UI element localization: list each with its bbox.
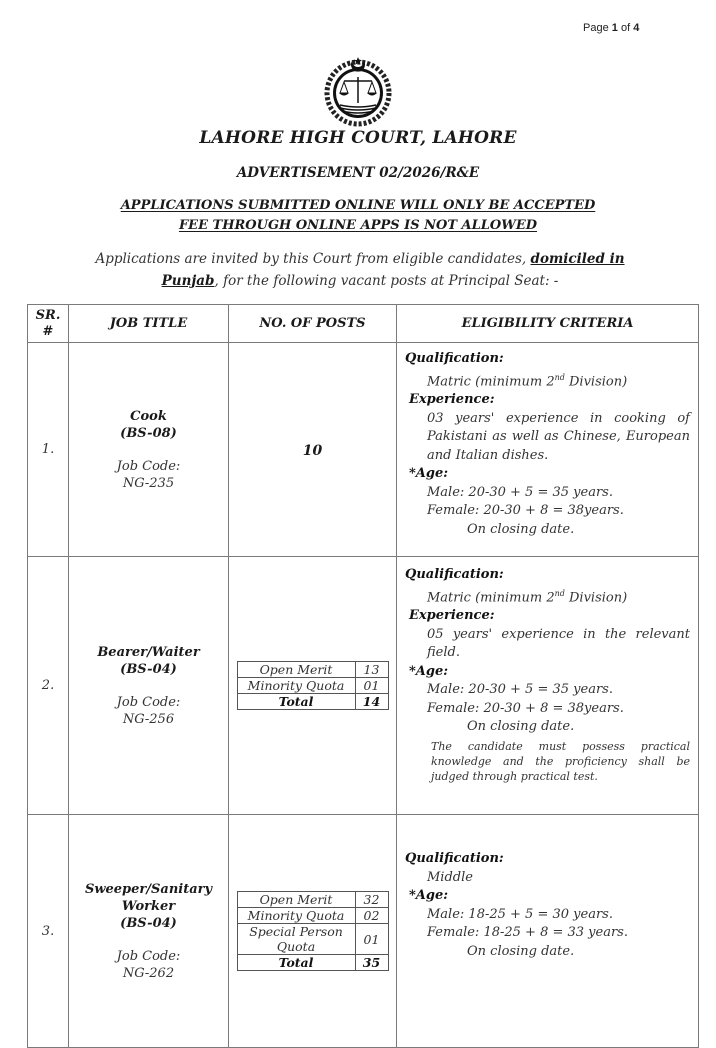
qualification-value: Matric (minimum 2nd Division) [427,372,628,389]
job-title: Cook [130,408,167,424]
age-label: *Age: [409,888,449,903]
posts-cell [229,557,397,815]
job-scale: (BS-08) [120,425,177,441]
vacancy-table [27,304,699,1048]
age-male: Male: 20-30 + 5 = 35 years. [427,484,613,500]
table-row [28,343,699,557]
quota-table [237,661,389,710]
job-title-cell [69,343,229,557]
qualification-label: Qualification: [405,567,504,582]
age-male: Male: 18-25 + 5 = 30 years. [427,906,613,922]
quota-value: 02 [355,908,388,924]
age-label: *Age: [409,466,449,482]
online-notice-line-1: APPLICATIONS SUBMITTED ONLINE WILL ONLY BE ACCEPTED [120,198,596,213]
job-code-label: Job Code: [116,458,181,474]
table-row [28,815,699,1048]
qualification-label: Qualification: [405,351,504,366]
serial-number: 1. [28,343,69,557]
quota-row [237,892,388,908]
quota-table [237,891,389,971]
age-note: On closing date. [467,943,575,959]
quota-total-value: 14 [355,694,388,710]
job-scale: (BS-04) [120,915,177,931]
job-code: NG-262 [122,965,175,981]
quota-label: Minority Quota [237,678,355,694]
eligibility-cell [397,343,699,557]
experience-label: Experience: [409,608,495,624]
page-total: 4 [633,22,640,34]
age-female: Female: 20-30 + 8 = 38years. [427,700,624,716]
quota-row [237,662,388,678]
job-title: Bearer/Waiter [97,644,200,660]
age-note: On closing date. [467,521,575,537]
quota-total-label: Total [237,694,355,710]
job-scale: (BS-04) [120,661,177,677]
court-emblem-icon [322,55,394,127]
column-header-sr: SR. # [28,305,69,343]
intro-paragraph [80,248,640,292]
age-label: *Age: [409,663,449,679]
column-header-eligibility: ELIGIBILITY CRITERIA [397,305,699,343]
job-code: NG-235 [122,475,175,491]
age-male: Male: 20-30 + 5 = 35 years. [427,682,613,698]
column-header-job-title: JOB TITLE [69,305,229,343]
quota-value: 01 [355,678,388,694]
quota-label: Special Person Quota [237,924,355,955]
quota-label: Minority Quota [237,908,355,924]
posts-cell [229,343,397,557]
intro-text-end: , for the following vacant posts at Principal Seat: - [214,273,559,289]
page-indicator [583,22,639,34]
quota-row [237,924,388,955]
posts-total: 10 [302,443,323,459]
quota-row [237,678,388,694]
job-title: Sweeper/Sanitary Worker [84,881,213,914]
intro-text: Applications are invited by this Court from eligible candidates, [95,251,531,267]
experience-value: 05 years' experience in the relevant field. [427,626,690,661]
serial-number: 3. [28,815,69,1048]
table-header-row [28,305,699,343]
eligibility-cell [397,815,699,1048]
quota-total-row [237,694,388,710]
age-female: Female: 18-25 + 8 = 33 years. [427,925,628,940]
quota-value: 01 [355,924,388,955]
age-note: On closing date. [467,719,575,735]
experience-value: 03 years' experience in cooking of Pakistani as well as Chinese, European and Italian dishes. [427,410,690,463]
job-title-cell [69,815,229,1048]
quota-total-label: Total [237,955,355,971]
qualification-value: Middle [427,869,473,885]
page-current: 1 [611,22,618,34]
court-title: LAHORE HIGH COURT, LAHORE [199,128,517,148]
page-of: of [620,22,631,34]
quota-label: Open Merit [237,892,355,908]
advertisement-number: ADVERTISEMENT 02/2026/R&E [236,165,480,181]
quota-value: 32 [355,892,388,908]
quota-total-row [237,955,388,971]
eligibility-cell [397,557,699,815]
serial-number: 2. [28,557,69,815]
job-code: NG-256 [122,711,175,727]
job-title-cell [69,557,229,815]
quota-row [237,908,388,924]
intro-domicile: domiciled in Punjab [161,251,625,289]
page-prefix: Page [583,22,609,34]
quota-total-value: 35 [355,955,388,971]
table-row [28,557,699,815]
practical-test-note: The candidate must possess practical knowledge and the proficiency shall be judged through practical test. [431,739,690,783]
age-female: Female: 20-30 + 8 = 38years. [427,503,624,519]
job-code-label: Job Code: [116,694,181,710]
quota-label: Open Merit [237,662,355,678]
job-code-label: Job Code: [116,948,181,964]
qualification-label: Qualification: [405,851,504,866]
qualification-value: Matric (minimum 2nd Division) [427,588,628,605]
column-header-posts: NO. OF POSTS [229,305,397,343]
posts-cell [229,815,397,1048]
experience-label: Experience: [409,392,495,408]
online-notice-line-2: FEE THROUGH ONLINE APPS IS NOT ALLOWED [178,218,538,233]
quota-value: 13 [355,662,388,678]
